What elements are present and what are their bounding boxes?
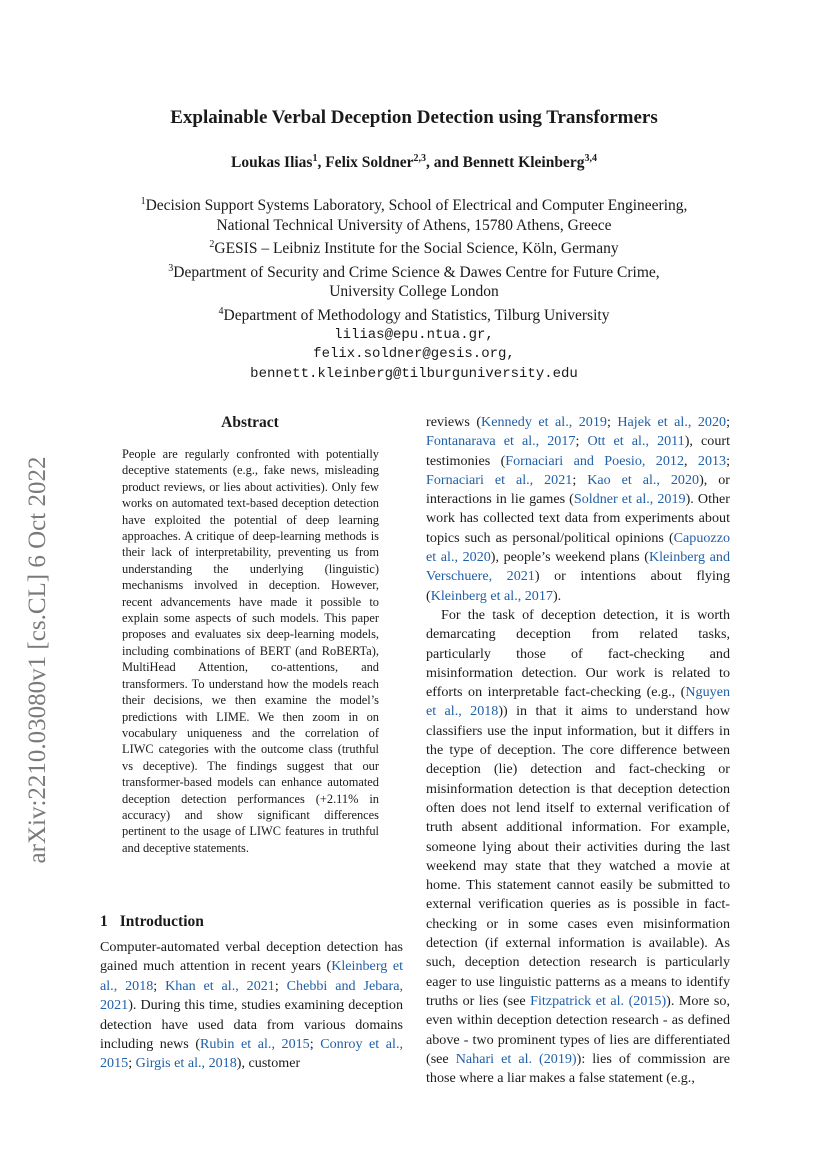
author-name: Bennett Kleinberg	[462, 154, 585, 172]
body-text: ,	[684, 452, 698, 469]
section-number: 1	[100, 913, 108, 930]
affiliation-line	[0, 192, 828, 216]
body-text: ): lies of commission are those where a liar makes a false statement (e.g.,	[426, 1050, 731, 1087]
body-text: ). Other work has collected text data from experiments about topics such as personal/political opinions (	[426, 491, 730, 546]
author-separator: , and	[425, 154, 463, 172]
author-name: Felix Soldner	[325, 154, 414, 172]
citation-link[interactable]: Kao et al., 2020	[587, 471, 700, 488]
abstract-heading: Abstract	[221, 414, 279, 431]
section-heading	[100, 913, 204, 931]
body-text: ;	[153, 977, 166, 994]
intro-paragraph	[100, 938, 403, 1074]
citation-link[interactable]: 2013	[697, 452, 727, 469]
author-separator: ,	[317, 154, 326, 172]
arxiv-identifier-stamp: arXiv:2210.03080v1 [cs.CL] 6 Oct 2022	[24, 456, 51, 864]
body-text: ;	[575, 433, 588, 450]
citation-link[interactable]: Fontanarava et al., 2017	[426, 433, 576, 450]
citation-link[interactable]: Kleinberg and Verschuere, 2021	[426, 549, 730, 585]
citation-link[interactable]: Soldner et al., 2019	[573, 491, 686, 508]
body-text: reviews (	[426, 414, 482, 430]
body-text: ;	[572, 471, 588, 488]
body-text: ), or interactions in lie games (	[426, 471, 730, 508]
affiliation-text: Department of Methodology and Statistics, Tilburg University	[223, 307, 610, 325]
affiliation-sup: 3	[168, 262, 174, 274]
citation-link[interactable]: Hajek et al., 2020	[617, 414, 727, 430]
paper-title: Explainable Verbal Deception Detection using Transformers	[170, 107, 658, 128]
affiliation-line	[0, 216, 828, 236]
citation-link[interactable]: Ott et al., 2011	[587, 433, 685, 450]
author-affil-sup: 2,3	[413, 153, 426, 164]
citation-link[interactable]: Nguyen et al., 2018	[426, 684, 730, 720]
section-title: Introduction	[119, 913, 204, 930]
citation-link[interactable]: Kleinberg et al., 2017	[430, 587, 553, 604]
affiliation-text: National Technical University of Athens, 15780 Athens, Greece	[216, 216, 612, 234]
body-paragraph	[426, 606, 730, 1088]
affiliation-text: Department of Security and Crime Science & Dawes Centre for Future Crime,	[173, 263, 660, 281]
author-affil-sup: 1	[312, 153, 318, 164]
citation-link[interactable]: Girgis et al., 2018	[135, 1055, 237, 1072]
citation-link[interactable]: Fornaciari and Poesio, 2012	[505, 452, 684, 469]
body-text: ;	[726, 414, 730, 430]
body-text: ;	[606, 414, 618, 430]
citation-link[interactable]: Conroy et al., 2015	[100, 1036, 404, 1072]
citation-link[interactable]: Kennedy et al., 2019	[481, 414, 607, 430]
citation-link[interactable]: Chebbi and Jebara, 2021	[100, 977, 403, 1014]
author-name: Loukas Ilias	[231, 154, 313, 172]
affiliation-text: GESIS – Leibniz Institute for the Social Science, Köln, Germany	[214, 240, 619, 258]
body-text: ;	[309, 1036, 321, 1053]
affiliation-sup: 4	[218, 305, 224, 317]
citation-link[interactable]: Nahari et al. (2019)	[455, 1050, 577, 1067]
author-affil-sup: 3,4	[584, 153, 597, 164]
body-text: ;	[726, 452, 731, 469]
affiliation-line	[0, 259, 828, 283]
body-text: Computer-automated verbal deception detection has gained much attention in recent years (	[100, 939, 403, 975]
email-line[interactable]: bennett.kleinberg@tilburguniversity.edu	[250, 365, 578, 382]
citation-link[interactable]: Khan et al., 2021	[165, 977, 275, 994]
body-text: ), people’s weekend plans (	[490, 549, 649, 566]
body-text: ).	[552, 587, 562, 604]
citation-link[interactable]: Rubin et al., 2015	[200, 1036, 310, 1053]
affiliation-line	[0, 235, 828, 259]
affiliation-line	[0, 302, 828, 326]
citation-link[interactable]: Fornaciari et al., 2021	[426, 471, 573, 488]
body-paragraph	[426, 413, 730, 606]
affiliation-line	[0, 282, 828, 302]
right-column	[426, 413, 730, 1088]
citation-link[interactable]: Capuozzo et al., 2020	[426, 529, 730, 566]
affiliation-text: University College London	[329, 283, 499, 301]
body-text: ), court testimonies (	[426, 433, 730, 469]
body-text: )) in that it aims to understand how classifiers use the input information, but it differs in the type of deception. The core difference between deception (lie) detection and fact-checking or misinformation detection is that deception detection often does not lend itself to external verification of truth absent additional information. For example, someone lying about their activities during the last weekend may state that they watched a movie at home. This statement cannot easily be submitted to external verification queries as is possible in fact-checking or in some cases even misinformation detection (if external information is available). As such, deception detection research is particularly eager to use linguistic patterns as a means to identify truths or lies (see	[426, 703, 731, 1009]
body-text: ) or intentions about flying (	[426, 568, 730, 604]
body-text: ). During this time, studies examining deception detection have used data from various domains including news (	[100, 997, 403, 1053]
affiliation-sup: 2	[209, 239, 215, 251]
body-text: ). More so, even within deception detection research - as defined above - two prominent types of lies are differentiated (see	[426, 992, 730, 1067]
affiliation-sup: 1	[140, 196, 146, 207]
abstract-text: People are regularly confronted with potentially deceptive statements (e.g., fake news, misleading product reviews, or lies about activities). Only few works on automated text-based deception detection have exploited the potential of deep learning approaches. A critique of deep-learning methods is their lack of interpretability, preventing us from understanding the underlying (linguistic) mechanisms involved in deception. However, recent advancements have made it possible to explain some aspects of such models. This paper proposes and evaluates six deep-learning models, including combinations of BERT (and RoBERTa), MultiHead Attention, co-attentions, and transformers. To understand how the models reach their decisions, we then examine the model’s predictions with LIME. We then zoom in on vocabulary uniqueness and the correlation of LIWC categories with the outcome class (truthful vs deceptive). The findings suggest that our transformer-based models can enhance automated deception detection performances (+2.11% in accuracy) and show significant differences pertinent to the usage of LIWC features in truthful and deceptive statements.	[122, 447, 379, 855]
affiliation-text: Decision Support Systems Laboratory, School of Electrical and Computer Engineering,	[145, 197, 688, 215]
author-list	[0, 153, 828, 172]
citation-link[interactable]: Fitzpatrick et al. (2015)	[530, 992, 667, 1009]
email-line[interactable]: lilias@epu.ntua.gr,	[334, 326, 494, 343]
affiliations	[0, 192, 828, 384]
citation-link[interactable]: Kleinberg et al., 2018	[100, 958, 404, 994]
body-text: For the task of deception detection, it is worth demarcating deception from related tasks, particularly those of fact-checking and misinformation detection. Our work is related to efforts on interpretable fact-checking (e.g., (	[426, 606, 730, 701]
body-text: ;	[128, 1055, 136, 1072]
body-text: ;	[274, 977, 287, 994]
body-text: ), customer	[236, 1055, 301, 1072]
email-line[interactable]: felix.soldner@gesis.org,	[313, 346, 515, 363]
